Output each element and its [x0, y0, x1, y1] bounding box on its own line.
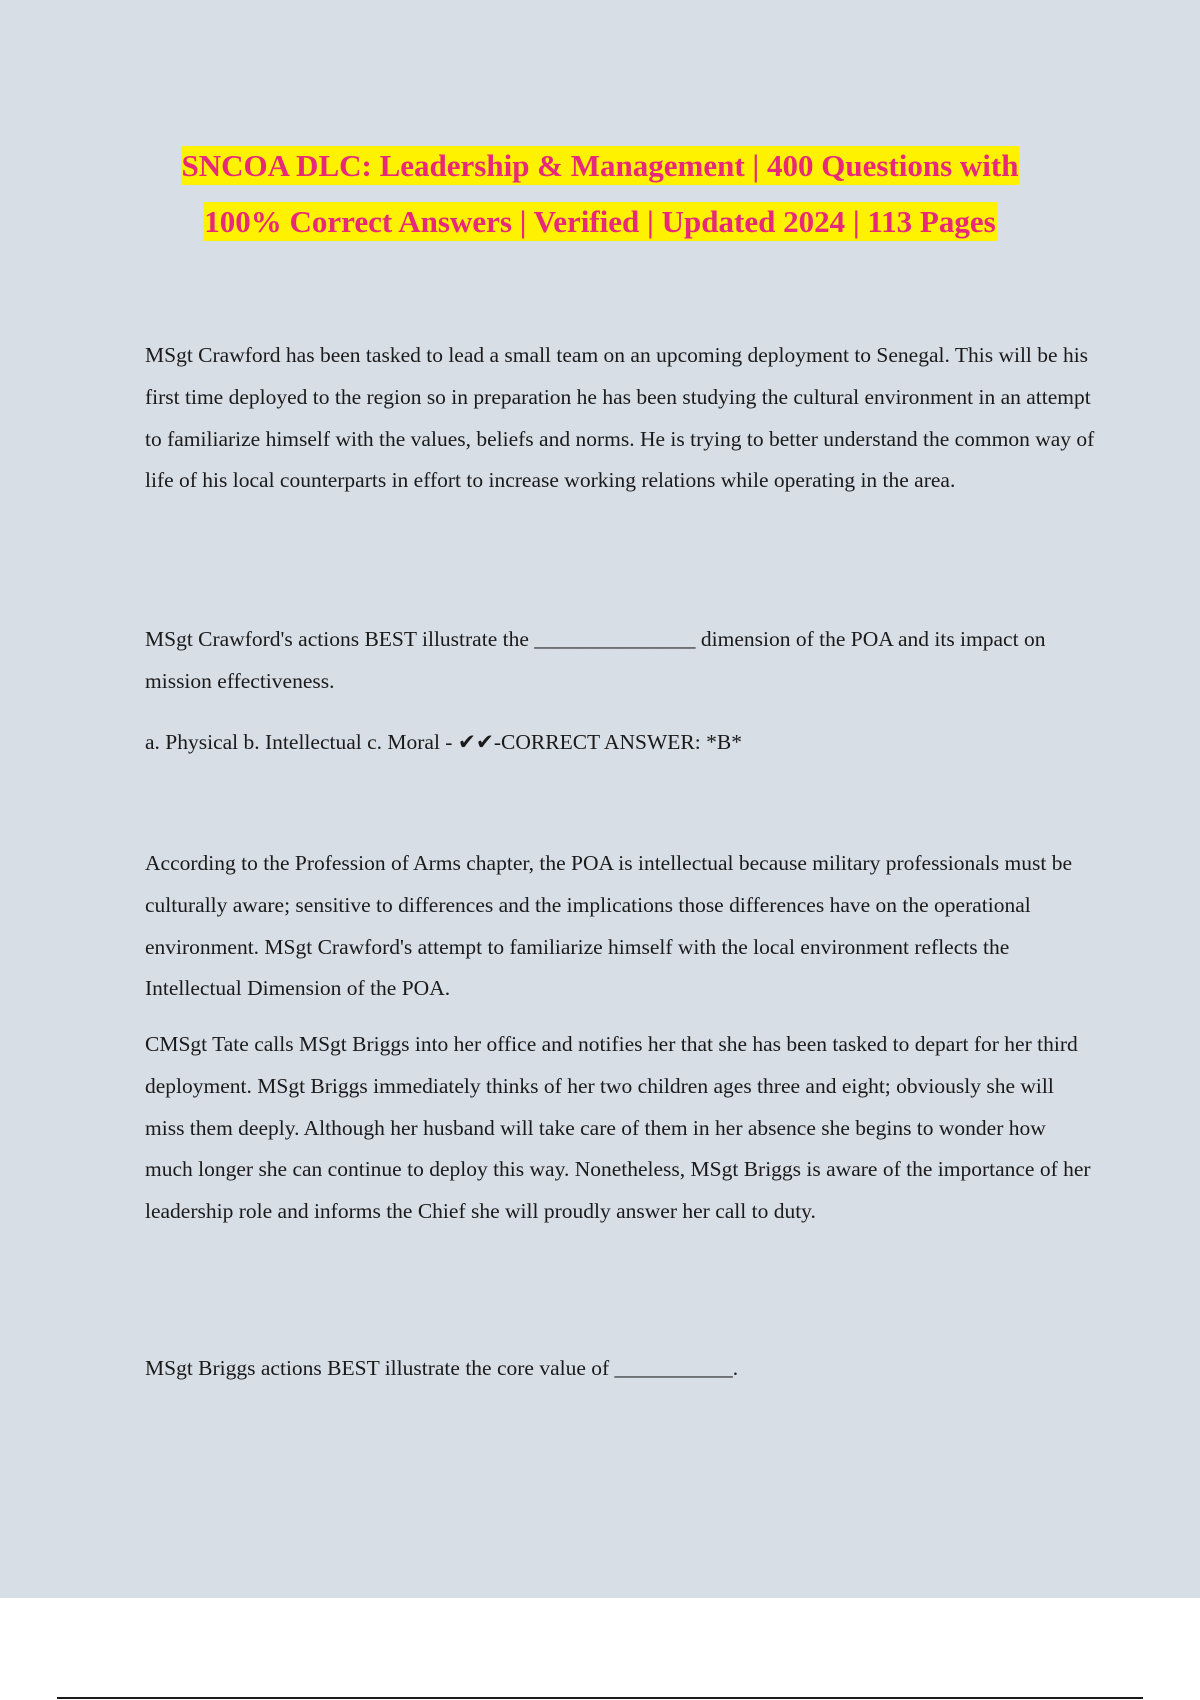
scenario-paragraph-2: CMSgt Tate calls MSgt Briggs into her office and notifies her that she has been tasked to depart for her third deployment. MSgt Briggs immediately thinks of her two children ages three and eight; obviously she will miss them deeply. Although her husband will take care of them in her absence she begins to wonder how much longer she can continue to deploy this way. Nonetheless, MSgt Briggs is aware of the importance of her leadership role and informs the Chief she will proudly answer her call to duty.: [145, 1032, 1091, 1224]
answer-1: a. Physical b. Intellectual c. Moral - ✔✔-CORRECT ANSWER: *B*: [145, 730, 742, 754]
explanation-paragraph-1: According to the Profession of Arms chapter, the POA is intellectual because military professionals must be culturally aware; sensitive to differences and the implications those differences have on the operational environment. MSgt Crawford's attempt to familiarize himself with the local environment reflects the Intellectual Dimension of the POA.: [145, 851, 1073, 1001]
question-1: MSgt Crawford's actions BEST illustrate the _______________ dimension of the POA and its impact on mission effectiveness.: [145, 627, 1046, 693]
scenario-paragraph-1: MSgt Crawford has been tasked to lead a small team on an upcoming deployment to Senegal. This will be his first time deployed to the region so in preparation he has been studying the cultural environment in an attempt to familiarize himself with the values, beliefs and norms. He is trying to better understand the common way of life of his local counterparts in effort to increase working relations while operating in the area.: [145, 343, 1095, 493]
question-2: MSgt Briggs actions BEST illustrate the core value of ___________.: [145, 1356, 739, 1380]
title-line-1: SNCOA DLC: Leadership & Management | 400 Questions with: [181, 148, 1019, 183]
title-line-2: 100% Correct Answers | Verified | Updated 2024 | 113 Pages: [204, 204, 996, 239]
document-title: [0, 138, 1200, 250]
footer-rule: [57, 1697, 1143, 1699]
